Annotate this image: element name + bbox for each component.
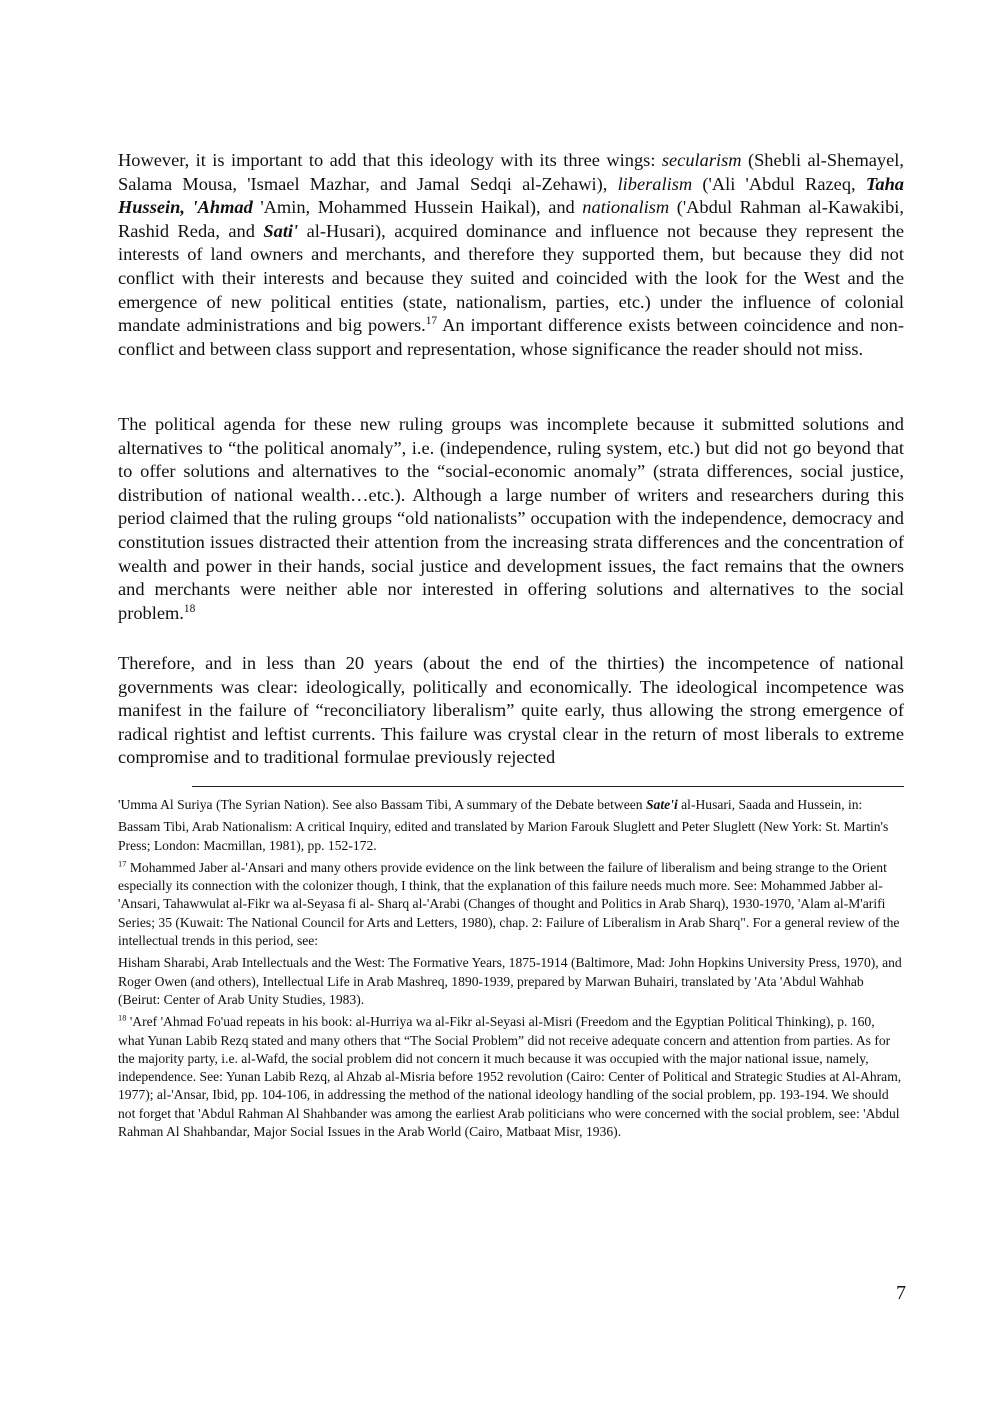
text-run: However, it is important to add that this ideology with its three wings: [118,150,662,170]
footnote-number-18: 18 [118,1012,127,1023]
name-satei: Sate'i [646,797,678,812]
name-sati: Sati' [263,220,299,241]
text-run: The political agenda for these new ruling groups was incomplete because it submitted solutions and alternatives to “the political anomaly”, i.e. (independence, ruling system, etc.) but did not go beyond that to offer solutions and alternatives to the “social-economic anomaly” (strata differences, social justice, distribution of national wealth…etc.). Although a large number of writers and researchers during this period claimed that the ruling groups “old nationalists” occupation with the independence, democracy and constitution issues distracted their attention from the increasing strata differences and the concentration of wealth and power in their hands, social justice and development issues, the fact remains that the owners and merchants were neither able nor interested in offering solutions and alternatives to the social problem. [118,414,904,623]
footnote-separator [192,786,904,787]
footnote-17: $^{17}$ Mohammed Jaber al-'Ansari and many others provide evidence on the link between the failure of liberalism and being strange to the Orient especially its connection with the colonizer though, I think, that the explanation of this failure needs much more. See: Mohammed Jabber al-'Ansari, Tahawwulat al-Fikr wa al-Seyasa fi al- Sharq al-'Arabi (Changes of thought and Politics in Arab Sharq), 1930-1970, 'Alam al-M'arifi Series; 35 (Kuwait: The National Council for Arts and Letters, 1980), chap. 2: Failure of Liberalism in Arab Sharq". For a general review of the intellectual trends in this period, see: [118,858,900,949]
footnote-ref-18[interactable]: 18 [183,602,196,615]
footnotes [118,796,904,1141]
footnote-number-17: 17 [118,858,127,869]
text-run: al-Husari), acquired dominance and influence not because they represent the interests of land owners and merchants, and therefore they supported them, but because they did not conflict with their interests and because they suited and coincided with the look for the West and the emergence of new political entities (state, nationalism, parties, etc.) under the influence of colonial mandate administrations and big powers. [118,220,904,336]
text-run: ('Abdul Rahman al-Kawakibi, Rashid Reda, and [118,197,904,241]
paragraph-incompetence [118,652,904,770]
footnote-ref-17[interactable]: 17 [425,315,438,328]
term-secularism: secularism [661,150,742,170]
text-run: ('Ali 'Abdul Razeq, [692,173,866,194]
paragraph-ideology-wings [118,149,904,361]
page-number: 7 [896,1282,906,1304]
footnote-continued: 'Umma Al Suriya (The Syrian Nation). See also Bassam Tibi, A summary of the Debate between Sate'i al-Husari, Saada and Hussein, in: [118,797,863,812]
text-run: An important difference exists between coincidence and non-conflict and between class support and representation, whose significance the reader should not miss. [118,315,904,359]
footnote-18: $^{18}$ 'Aref 'Ahmad Fo'uad repeats in his book: al-Hurriya wa al-Fikr al-Seyasi al-Misri (Freedom and the Egyptian Political Thinking), p. 160, what Yunan Labib Rezq stated and many others that “The Social Problem” did not receive adequate concern and attention from parties. As for the majority party, i.e. al-Wafd, the social problem did not concern it much because it was occupied with the major national issue, namely, independence. See: Yunan Labib Rezq, al Ahzab al-Misria before 1952 revolution (Cairo: Center of Political and Strategic Studies at Al-Ahram, 1977); al-'Ansar, Ibid, pp. 104-106, in addressing the method of the national ideology handling of the social problem, pp. 193-194. We should not forget that 'Abdul Rahman Al Shahbander was among the earliest Arab politicians who were concerned with the social problem, see: 'Abdul Rahman Al Shahbandar, Major Social Issues in the Arab World (Cairo, Matbaat Misr, 1936). [118,1012,902,1140]
name-taha-hussein: Taha Hussein, 'Ahmad [118,173,905,218]
paragraph-political-agenda [118,413,904,625]
text-run: 'Amin, Mohammed Hussein Haikal), and [252,197,583,218]
footnote-continued-citation: Bassam Tibi, Arab Nationalism: A critical Inquiry, edited and translated by Marion Farouk Sluglett and Peter Sluglett (New York: St. Martin's Press; London: Macmillan, 1981), pp. 152-172. [118,819,889,853]
text-run: Therefore, and in less than 20 years (about the end of the thirties) the incompetence of national governments was clear: ideologically, politically and economically. The ideological incompetence was manifest in the failure of “reconciliatory liberalism” quite early, thus allowing the strong emergence of radical rightist and leftist currents. This failure was crystal clear in the return of most liberals to extreme compromise and to traditional formulae previously rejected [118,653,904,768]
text-run: (Shebli al-Shemayel, Salama Mousa, 'Ismael Mazhar, and Jamal Sedqi al-Zehawi), [118,150,904,194]
footnote-17-citation: Hisham Sharabi, Arab Intellectuals and the West: The Formative Years, 1875-1914 (Baltimore, Mad: John Hopkins University Press, 1970), and Roger Owen (and others), Intellectual Life in Arab Mashreq, 1890-1939, prepared by Marwan Buhairi, translated by 'Ata 'Abdul Wahhab (Beirut: Center of Arab Unity Studies, 1983). [118,955,902,1007]
term-nationalism: nationalism [582,197,670,218]
term-liberalism: liberalism [617,173,693,194]
